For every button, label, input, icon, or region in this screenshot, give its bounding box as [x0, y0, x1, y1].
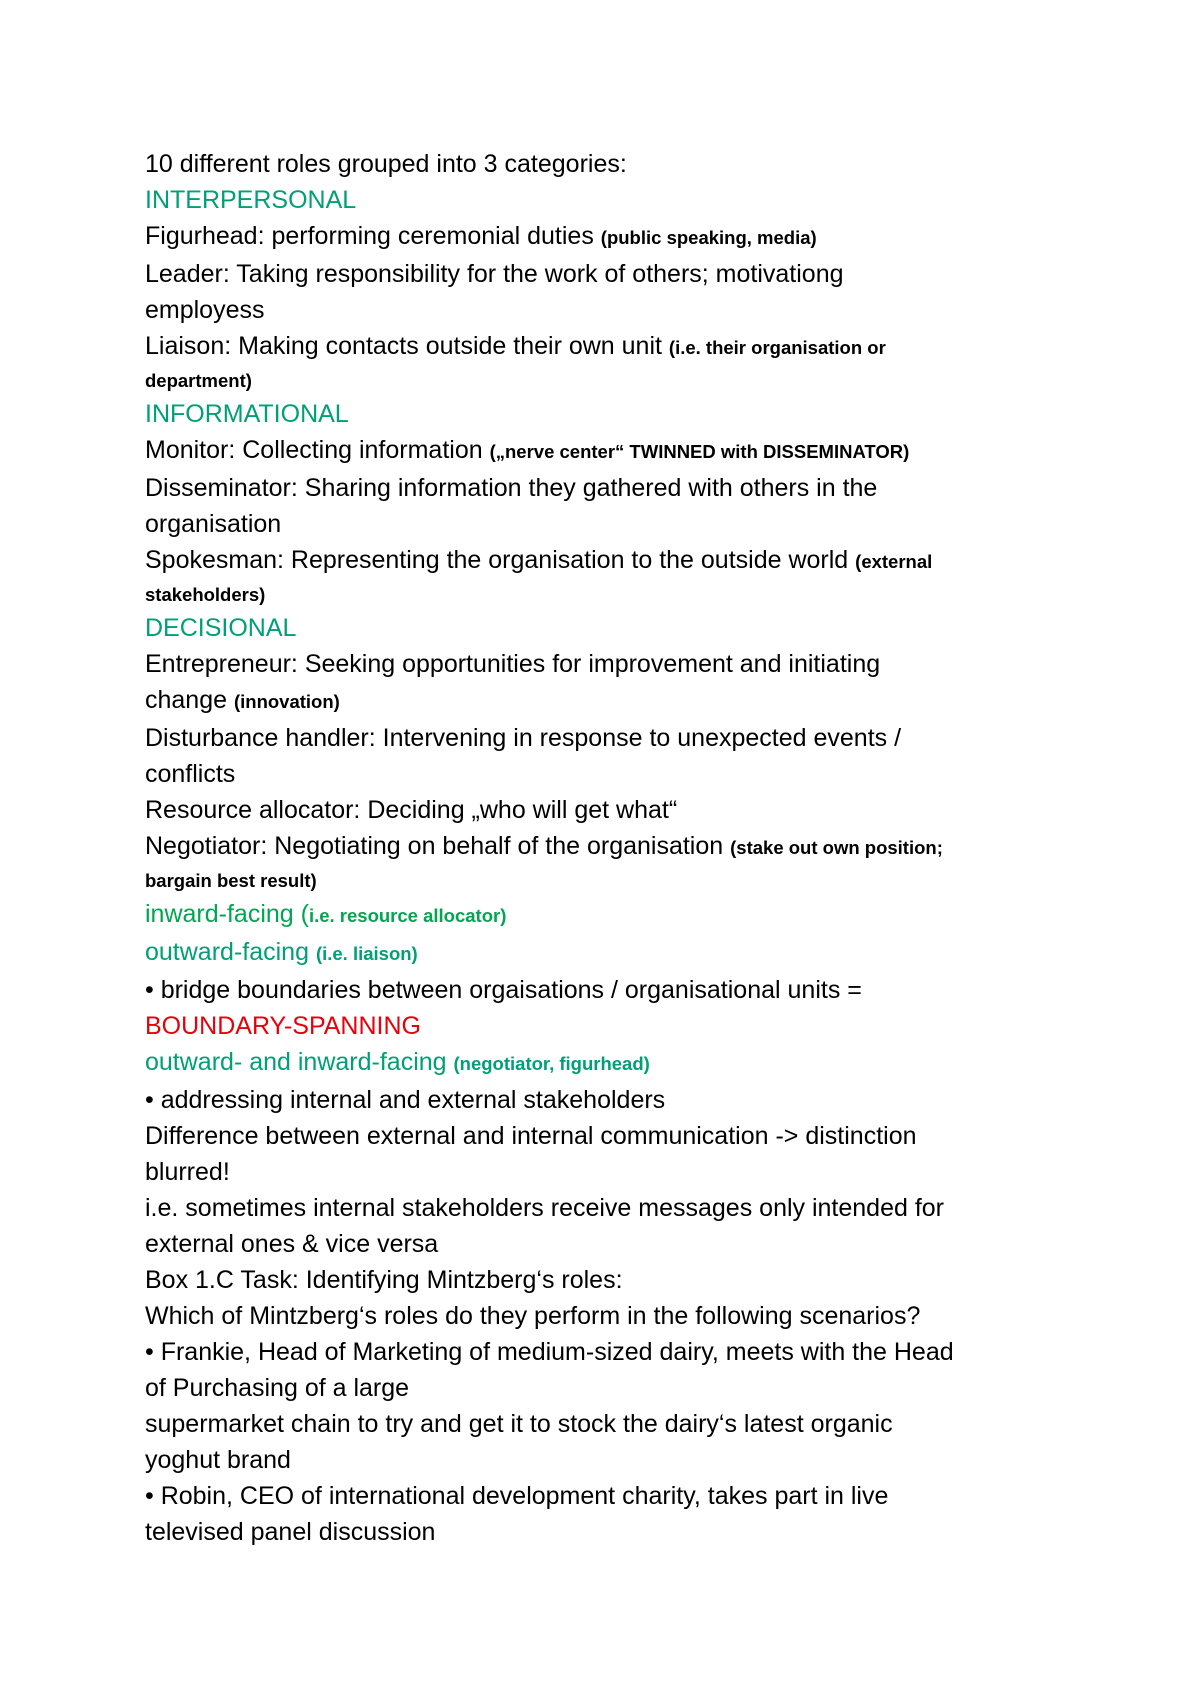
entrepreneur-line-2: [145, 682, 1085, 720]
liaison-line: [145, 328, 1085, 366]
heading-interpersonal: INTERPERSONAL: [145, 186, 357, 214]
inward-facing-line: [145, 896, 1085, 934]
liaison-line-2: department): [145, 370, 252, 391]
inward-facing-note: i.e. resource allocator): [308, 905, 507, 926]
document-body: [145, 146, 1085, 1550]
monitor-note: („nerve center“ TWINNED with DISSEMINATOR): [489, 441, 910, 462]
monitor-line: [145, 432, 1085, 470]
heading-decisional: DECISIONAL: [145, 614, 297, 642]
inward-facing-text: inward-facing (: [145, 900, 309, 928]
monitor-text: Monitor: Collecting information: [145, 436, 490, 464]
liaison-text: Liaison: Making contacts outside their own unit: [145, 332, 669, 360]
frankie-line-3: supermarket chain to try and get it to stock the dairy‘s latest organic: [145, 1410, 893, 1438]
liaison-note: (i.e. their organisation or: [668, 337, 886, 358]
spokesman-line-2: stakeholders): [145, 584, 266, 605]
outward-inward-text: outward- and inward-facing: [145, 1048, 454, 1076]
disseminator-line-2: organisation: [145, 510, 282, 538]
difference-line-3: i.e. sometimes internal stakeholders receive messages only intended for: [145, 1194, 945, 1222]
robin-line-1: • Robin, CEO of international development charity, takes part in live: [145, 1482, 889, 1510]
figurehead-line: [145, 218, 1085, 256]
difference-line-1: Difference between external and internal communication -> distinction: [145, 1122, 917, 1150]
entrepreneur-line-1: Entrepreneur: Seeking opportunities for improvement and initiating: [145, 650, 881, 678]
boundary-spanning-label: BOUNDARY-SPANNING: [145, 1012, 421, 1040]
figurehead-text: Figurhead: performing ceremonial duties: [145, 222, 601, 250]
bridge-line: • bridge boundaries between orgaisations / organisational units =: [145, 976, 862, 1004]
outward-facing-line: [145, 934, 1085, 972]
negotiator-line: [145, 828, 1085, 866]
entrepreneur-note: (innovation): [233, 691, 340, 712]
negotiator-note: (stake out own position;: [730, 837, 943, 858]
heading-informational: INFORMATIONAL: [145, 400, 349, 428]
intro-line: 10 different roles grouped into 3 categories:: [145, 150, 627, 178]
outward-inward-facing-line: [145, 1044, 1085, 1082]
outward-facing-text: outward-facing: [145, 938, 316, 966]
negotiator-line-2: bargain best result): [145, 870, 317, 891]
entrepreneur-text: change: [145, 686, 234, 714]
robin-line-2: televised panel discussion: [145, 1518, 436, 1546]
addressing-line: • addressing internal and external stakeholders: [145, 1086, 666, 1114]
spokesman-line: [145, 542, 1085, 580]
leader-line-1: Leader: Taking responsibility for the work of others; motivationg: [145, 260, 844, 288]
resource-allocator-line: Resource allocator: Deciding „who will get what“: [145, 796, 678, 824]
difference-line-4: external ones & vice versa: [145, 1230, 439, 1258]
box-title: Box 1.C Task: Identifying Mintzberg‘s roles:: [145, 1266, 623, 1294]
difference-line-2: blurred!: [145, 1158, 230, 1186]
frankie-line-2: of Purchasing of a large: [145, 1374, 410, 1402]
frankie-line-1: • Frankie, Head of Marketing of medium-sized dairy, meets with the Head: [145, 1338, 954, 1366]
negotiator-text: Negotiator: Negotiating on behalf of the organisation: [145, 832, 731, 860]
disturbance-line-2: conflicts: [145, 760, 236, 788]
figurehead-note: (public speaking, media): [600, 227, 817, 248]
spokesman-text: Spokesman: Representing the organisation to the outside world: [145, 546, 856, 574]
frankie-line-4: yoghut brand: [145, 1446, 291, 1474]
disturbance-line-1: Disturbance handler: Intervening in response to unexpected events /: [145, 724, 902, 752]
disseminator-line-1: Disseminator: Sharing information they gathered with others in the: [145, 474, 878, 502]
outward-inward-note: (negotiator, figurhead): [453, 1053, 650, 1074]
leader-line-2: employess: [145, 296, 265, 324]
box-question: Which of Mintzberg‘s roles do they perform in the following scenarios?: [145, 1302, 921, 1330]
spokesman-note: (external: [855, 551, 933, 572]
outward-facing-note: (i.e. liaison): [315, 943, 418, 964]
